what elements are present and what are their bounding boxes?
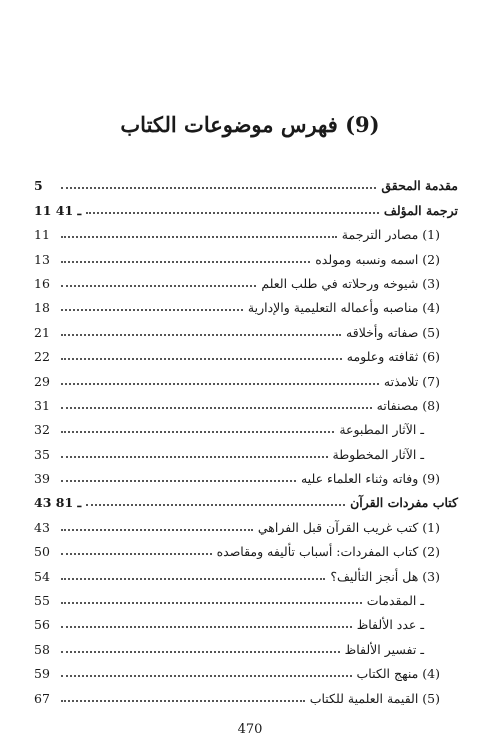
- toc-entry: [34, 489, 458, 513]
- leader-dots: [61, 285, 256, 287]
- leader-dots: [61, 187, 376, 189]
- leader-dots: [61, 626, 352, 628]
- page-title: (9) فهرس موضوعات الكتاب: [120, 112, 380, 137]
- toc-entry: [34, 513, 458, 537]
- toc-entry-label: (3) هل أنجز التأليف؟: [330, 568, 440, 584]
- toc-entry-label: ـ الآثار المخطوطة: [332, 446, 424, 462]
- toc-entry-page: 32: [34, 422, 50, 438]
- leader-dots: [61, 334, 341, 336]
- leader-dots: [61, 236, 337, 238]
- toc-entry: [34, 245, 458, 269]
- toc-entry: [34, 367, 458, 391]
- toc-entry: [34, 611, 458, 635]
- toc-entry: [34, 465, 458, 489]
- toc-entry: [34, 196, 458, 220]
- leader-dots: [61, 431, 334, 433]
- leader-dots: [61, 358, 342, 360]
- toc-entry-label: ـ تفسير الألفاظ: [344, 641, 424, 657]
- leader-dots: [61, 480, 296, 482]
- toc-entry-label: كتاب مفردات القرآن: [350, 495, 458, 511]
- toc-entry-page: 18: [34, 300, 50, 316]
- leader-dots: [61, 407, 372, 409]
- toc-entry-page: 55: [34, 593, 50, 609]
- toc-entry-page: 22: [34, 349, 50, 365]
- toc-entry: [34, 440, 458, 464]
- toc-entry: [34, 172, 458, 196]
- toc-entry-label: ـ الآثار المطبوعة: [339, 422, 424, 438]
- leader-dots: [61, 675, 352, 677]
- toc-entry: [34, 660, 458, 684]
- leader-dots: [61, 309, 243, 311]
- toc-entry-page: 5: [34, 178, 43, 194]
- toc-entry: [34, 318, 458, 342]
- toc-entry-page: 35: [34, 446, 50, 462]
- toc-entry-page: 29: [34, 373, 50, 389]
- toc-entry: [34, 270, 458, 294]
- toc-entry-page: 13: [34, 251, 50, 267]
- toc-entry-page: 31: [34, 397, 50, 413]
- toc-entry-label: (4) منهج الكتاب: [356, 666, 440, 682]
- toc-entry-label: ترجمة المؤلف: [383, 202, 458, 218]
- leader-dots: [61, 456, 328, 458]
- toc-entry-label: (5) القيمة العلمية للكتاب: [309, 690, 440, 706]
- toc-entry-label: (1) كتب غريب القرآن قبل الفراهي: [257, 519, 440, 535]
- toc-entry-page: 11 ـ 41: [34, 202, 82, 218]
- toc-entry-label: (8) مصنفاته: [376, 397, 440, 413]
- page-number: 470: [237, 722, 263, 737]
- leader-dots: [61, 651, 340, 653]
- toc-entry-label: (6) ثقافته وعلومه: [346, 349, 440, 365]
- toc-entry-label: ـ عدد الألفاظ: [356, 617, 424, 633]
- toc-entry-page: 59: [34, 666, 50, 682]
- toc-entry: [34, 635, 458, 659]
- toc-entry-label: (4) مناصبه وأعماله التعليمية والإدارية: [247, 300, 440, 316]
- toc-entry-label: (5) صفاته وأخلاقه: [346, 324, 440, 340]
- toc-entry-page: 43 ـ 81: [34, 495, 82, 511]
- toc-entry-label: (3) شيوخه ورحلاته في طلب العلم: [261, 275, 440, 291]
- toc-entry: [34, 587, 458, 611]
- leader-dots: [61, 261, 310, 263]
- toc-entry-page: 11: [34, 227, 50, 243]
- toc-entry: [34, 538, 458, 562]
- leader-dots: [61, 529, 253, 531]
- toc-entry-page: 50: [34, 544, 50, 560]
- toc-entry-label: مقدمة المحقق: [381, 178, 458, 194]
- toc-entry-page: 58: [34, 641, 50, 657]
- toc-entry-page: 16: [34, 275, 50, 291]
- toc-entry: [34, 562, 458, 586]
- toc-entry: [34, 294, 458, 318]
- leader-dots: [61, 578, 325, 580]
- toc-entry: [34, 416, 458, 440]
- leader-dots: [61, 553, 212, 555]
- toc-entry: [34, 343, 458, 367]
- leader-dots: [86, 212, 379, 214]
- toc-entry-page: 21: [34, 324, 50, 340]
- toc-entry-label: (9) وفاته وثناء العلماء عليه: [300, 471, 440, 487]
- toc-entry-label: ـ المقدمات: [366, 593, 424, 609]
- leader-dots: [61, 602, 362, 604]
- leader-dots: [86, 504, 345, 506]
- leader-dots: [61, 383, 379, 385]
- toc-entry-page: 67: [34, 690, 50, 706]
- toc-entry: [34, 392, 458, 416]
- toc-entry-page: 56: [34, 617, 50, 633]
- leader-dots: [61, 700, 305, 702]
- toc-entry-page: 43: [34, 519, 50, 535]
- toc-entry-label: (7) تلامذته: [383, 373, 440, 389]
- table-of-contents: [34, 172, 458, 709]
- toc-entry-label: (2) اسمه ونسبه ومولده: [315, 251, 440, 267]
- toc-entry-page: 54: [34, 568, 50, 584]
- toc-entry-label: (2) كتاب المفردات: أسباب تأليفه ومقاصده: [216, 544, 440, 560]
- toc-entry-label: (1) مصادر الترجمة: [341, 227, 440, 243]
- toc-entry: [34, 684, 458, 708]
- toc-entry-page: 39: [34, 471, 50, 487]
- toc-entry: [34, 221, 458, 245]
